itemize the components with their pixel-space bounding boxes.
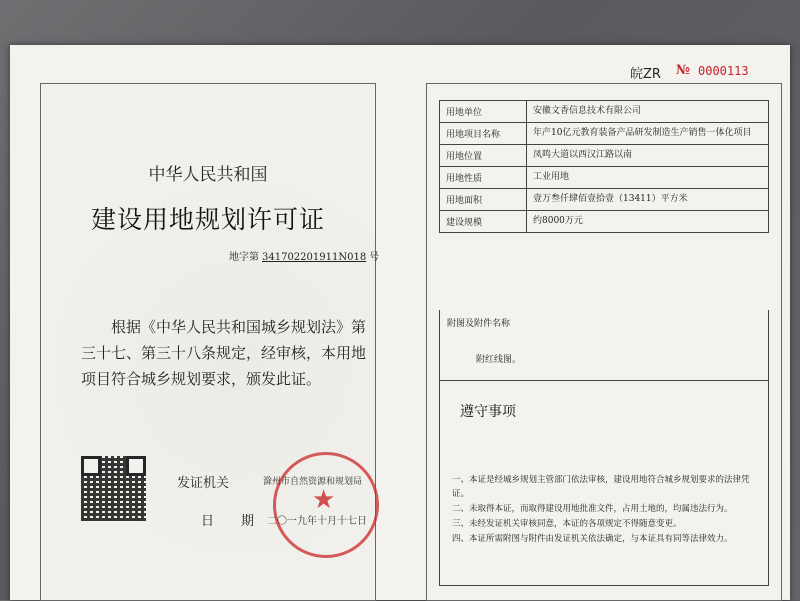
- doc-suffix: 号: [369, 252, 380, 263]
- land-info-table: [439, 100, 769, 233]
- notice-list: [452, 473, 764, 547]
- issuer-label: 发证机关: [177, 476, 230, 491]
- notice-section: [439, 380, 769, 586]
- row-value: 安徽文香信息技术有限公司: [527, 101, 769, 123]
- row-label: 用地项目名称: [440, 123, 527, 145]
- attachments-label: 附图及附件名称: [447, 319, 511, 329]
- table-row: [440, 167, 769, 189]
- row-value: 凤鸣大道以西汉江路以南: [527, 145, 769, 167]
- row-label: 用地性质: [440, 167, 527, 189]
- list-item: 一、本证是经城乡规划主管部门依法审核，建设用地符合城乡规划要求的法律凭证。: [452, 475, 750, 499]
- permit-body-text: 根据《中华人民共和国城乡规划法》第三十七、第三十八条规定，经审核，本用地项目符合城乡规划要求，颁发此证。: [81, 318, 367, 388]
- table-row: [440, 211, 769, 233]
- issue-date: 二〇一九年十月十七日: [267, 516, 367, 527]
- permit-details-panel: [426, 83, 782, 601]
- serial-no-label: №: [676, 63, 691, 78]
- row-value: 壹万叁仟肆佰壹拾壹（13411）平方米: [527, 189, 769, 211]
- row-value: 约8000万元: [527, 211, 769, 233]
- list-item: 二、未取得本证，而取得建设用地批准文件，占用土地的，均属违法行为。: [452, 504, 733, 514]
- permit-title: 建设用地规划许可证: [90, 205, 325, 234]
- row-label: 用地面积: [440, 189, 527, 211]
- attachments-value: 附红线图。: [476, 355, 522, 365]
- serial-prefix: 皖ZR: [630, 67, 661, 82]
- document-number: [229, 248, 379, 263]
- official-seal: [273, 452, 379, 558]
- issuer-name: 滁州市自然资源和规划局: [263, 477, 363, 487]
- doc-prefix: 地字第: [229, 252, 259, 263]
- table-row: [440, 123, 769, 145]
- row-value: 年产10亿元教育装备产品研发制造生产销售一体化项目: [527, 123, 769, 145]
- table-row: [440, 189, 769, 211]
- attachments-section: [439, 310, 769, 381]
- row-label: 用地位置: [440, 145, 527, 167]
- row-label: 建设规模: [440, 211, 527, 233]
- country-name: 中华人民共和国: [148, 165, 268, 185]
- list-item: 四、本证所需附图与附件由发证机关依法确定，与本证具有同等法律效力。: [452, 534, 733, 544]
- date-label-2: 期: [241, 514, 255, 529]
- notice-title: 遵守事项: [460, 404, 516, 420]
- seal-star-icon: ★: [312, 485, 336, 515]
- doc-number-value: 341702201911N018: [262, 252, 367, 263]
- qr-code: [81, 456, 146, 521]
- permit-cover-panel: [40, 83, 380, 601]
- serial-number: 0000113: [698, 64, 749, 78]
- date-label-1: 日: [201, 514, 215, 529]
- row-label: 用地单位: [440, 101, 527, 123]
- table-row: [440, 101, 769, 123]
- list-item: 三、未经发证机关审核同意，本证的各项规定不得随意变更。: [452, 519, 682, 529]
- permit-document: [10, 45, 790, 600]
- table-row: [440, 145, 769, 167]
- row-value: 工业用地: [527, 167, 769, 189]
